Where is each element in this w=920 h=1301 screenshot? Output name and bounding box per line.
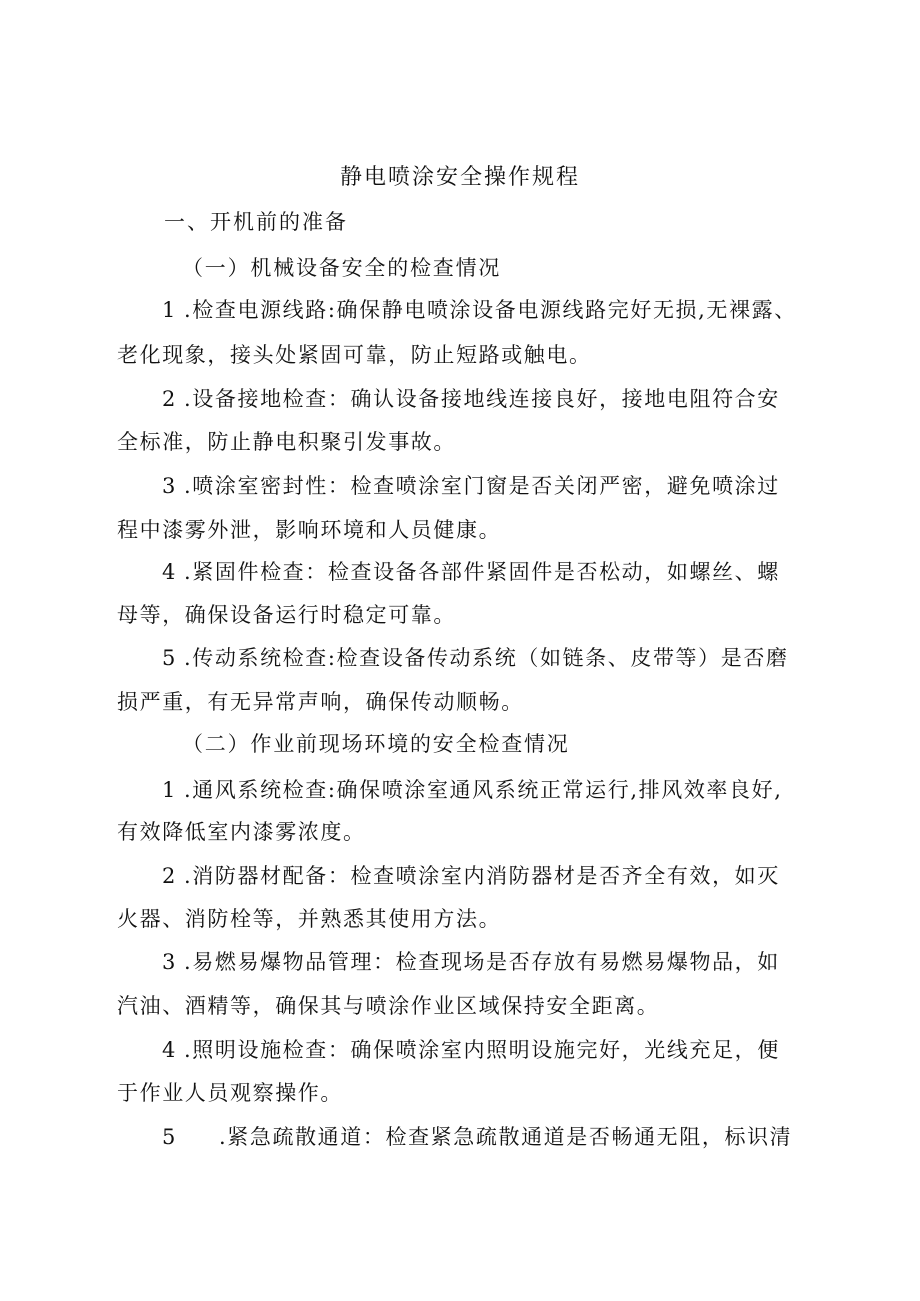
subsection-heading-2: （二）作业前现场环境的安全检查情况 bbox=[182, 732, 570, 756]
list-item-1-3-continued: 程中漆雾外泄，影响环境和人员健康。 bbox=[117, 518, 502, 542]
item-number: 1 bbox=[162, 298, 177, 322]
item-text: .检查电源线路:确保静电喷涂设备电源线路完好无损,无裸露、 bbox=[184, 298, 797, 322]
list-item-2-2 bbox=[162, 860, 780, 890]
item-text: .设备接地检查：确认设备接地线连接良好，接地电阻符合安 bbox=[184, 387, 780, 411]
item-number: 2 bbox=[162, 387, 177, 411]
list-item-1-3 bbox=[162, 470, 780, 500]
item-number: 5 bbox=[162, 1125, 177, 1149]
item-text: .通风系统检查:确保喷涂室通风系统正常运行,排风效率良好, bbox=[184, 778, 783, 802]
list-item-1-4 bbox=[162, 556, 780, 586]
item-text: .消防器材配备：检查喷涂室内消防器材是否齐全有效，如灭 bbox=[184, 864, 780, 888]
section-heading: 一、开机前的准备 bbox=[164, 210, 348, 234]
item-number: 3 bbox=[162, 950, 177, 974]
item-text: .照明设施检查：确保喷涂室内照明设施完好，光线充足，便 bbox=[184, 1038, 780, 1062]
list-item-2-2-continued: 火器、消防栓等，并熟悉其使用方法。 bbox=[117, 907, 502, 931]
page-title: 静电喷涂安全操作规程 bbox=[339, 165, 580, 190]
list-item-1-2 bbox=[162, 383, 780, 413]
item-text: .紧急疏散通道：检查紧急疏散通道是否畅通无阻，标识清 bbox=[219, 1125, 793, 1149]
item-number: 5 bbox=[162, 646, 177, 670]
list-item-1-5 bbox=[162, 642, 789, 672]
list-item-2-4-continued: 于作业人员观察操作。 bbox=[117, 1081, 343, 1105]
list-item-1-1 bbox=[162, 294, 797, 324]
item-number: 1 bbox=[162, 778, 177, 802]
list-item-1-2-continued: 全标准，防止静电积聚引发事故。 bbox=[117, 430, 456, 454]
list-item-1-1-continued: 老化现象，接头处紧固可靠，防止短路或触电。 bbox=[117, 343, 592, 367]
item-text: .易燃易爆物品管理：检查现场是否存放有易燃易爆物品，如 bbox=[184, 950, 780, 974]
list-item-2-1-continued: 有效降低室内漆雾浓度。 bbox=[117, 820, 366, 844]
item-number: 2 bbox=[162, 864, 177, 888]
list-item-2-4 bbox=[162, 1034, 780, 1064]
item-number: 4 bbox=[162, 1038, 177, 1062]
list-item-2-3 bbox=[162, 946, 780, 976]
subsection-heading-1: （一）机械设备安全的检查情况 bbox=[182, 256, 502, 280]
list-item-2-3-continued: 汽油、酒精等，确保其与喷涂作业区域保持安全距离。 bbox=[117, 994, 660, 1018]
list-item-2-1 bbox=[162, 774, 783, 804]
item-text: .喷涂室密封性：检查喷涂室门窗是否关闭严密，避免喷涂过 bbox=[184, 474, 780, 498]
item-number: 3 bbox=[162, 474, 177, 498]
list-item-2-5 bbox=[162, 1121, 792, 1151]
item-number: 4 bbox=[162, 560, 177, 584]
list-item-1-5-continued: 损严重，有无异常声响，确保传动顺畅。 bbox=[117, 690, 524, 714]
item-text: .传动系统检查:检查设备传动系统（如链条、皮带等）是否磨 bbox=[184, 646, 789, 670]
list-item-1-4-continued: 母等，确保设备运行时稳定可靠。 bbox=[117, 603, 456, 627]
item-text: .紧固件检查：检查设备各部件紧固件是否松动，如螺丝、螺 bbox=[184, 560, 780, 584]
